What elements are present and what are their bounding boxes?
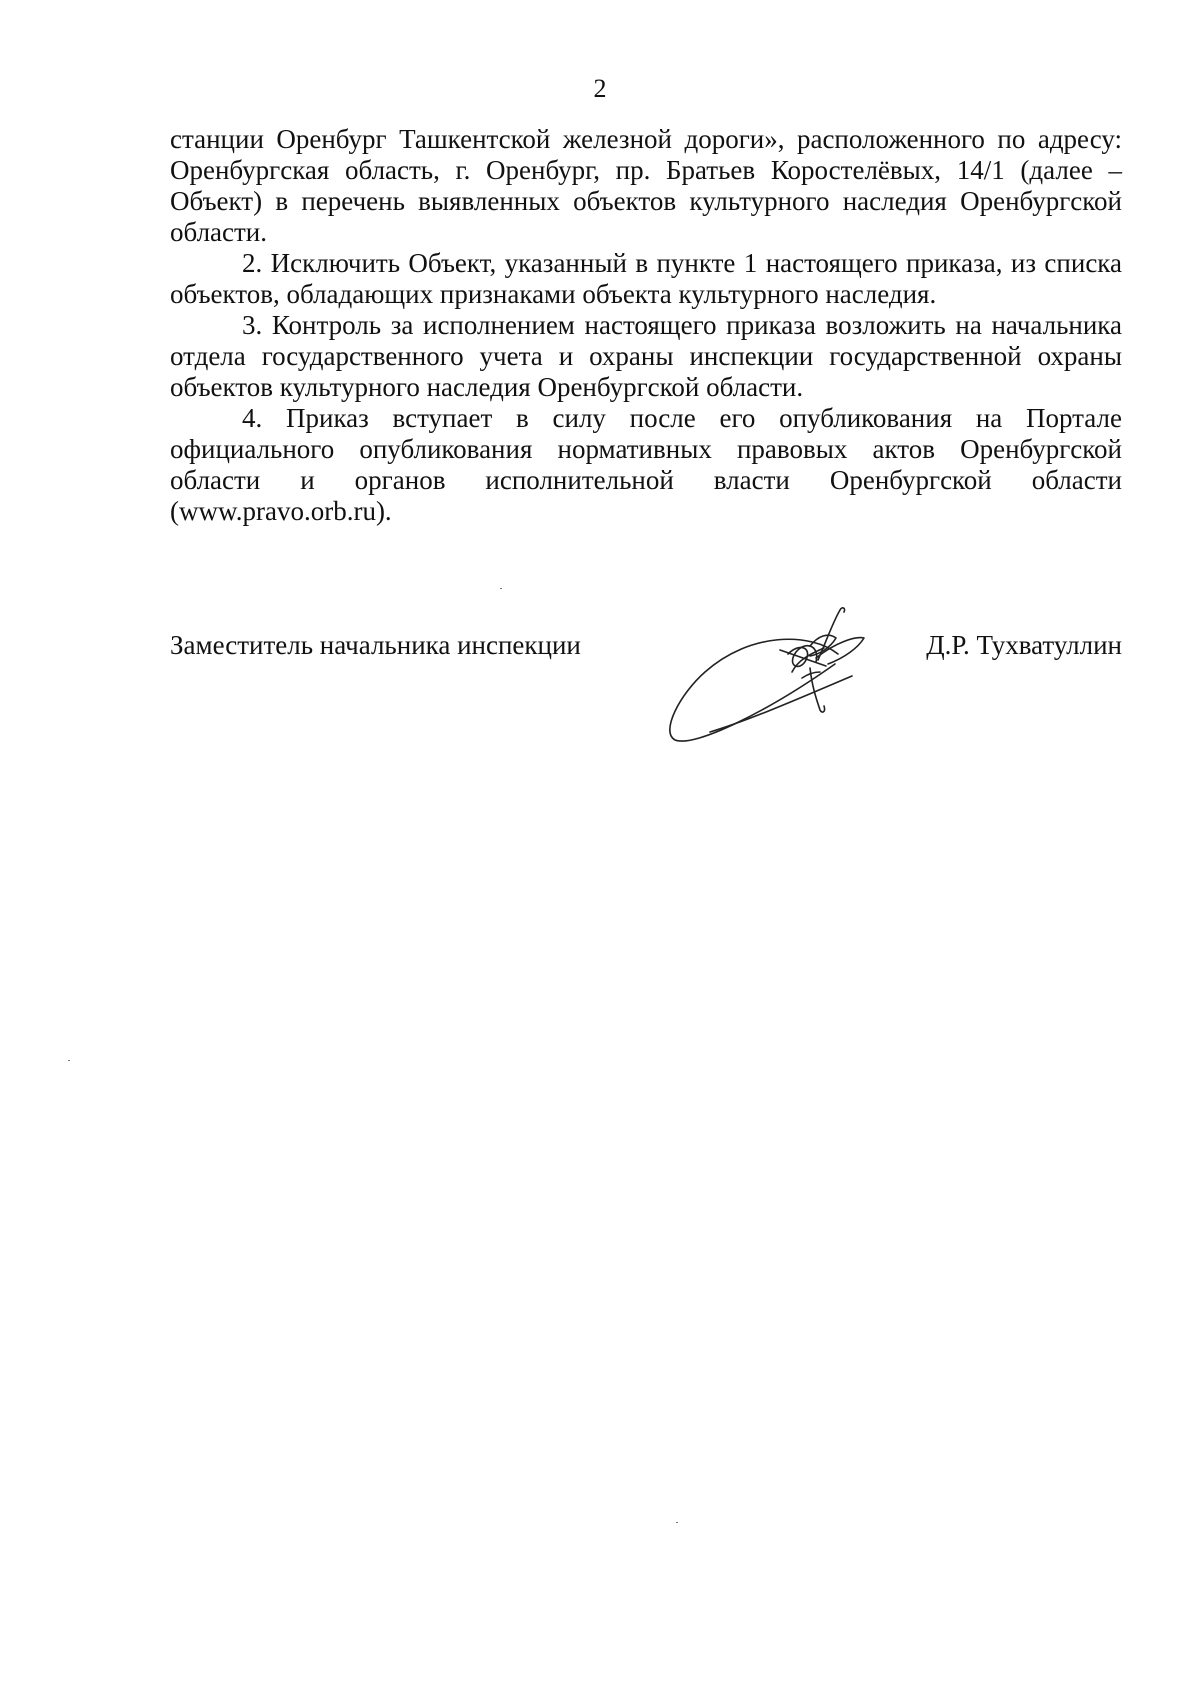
paragraph-1-continuation: станции Оренбург Ташкентской железной дороги», расположенного по адресу: Оренбургская область, г. Оренбург, пр. Братьев Коростелёвых, 14/1 (далее – Объект) в перечень выявленных объектов культурного наследия Оренбургской области. <box>170 124 1122 247</box>
scan-speck <box>68 1060 70 1061</box>
signer-name: Д.Р. Тухватуллин <box>926 630 1122 660</box>
paragraph-4: 4. Приказ вступает в силу после его опубликования на Портале официального опубликования нормативных правовых актов Оренбургской области и органов исполнительной власти Оренбургской области (www.pravo.orb.ru). <box>170 403 1122 526</box>
scan-speck <box>500 588 502 589</box>
document-body <box>170 124 1122 527</box>
signer-position: Заместитель начальника инспекции <box>170 630 581 660</box>
paragraph-2: 2. Исключить Объект, указанный в пункте 1 настоящего приказа, из списка объектов, обладающих признаками объекта культурного наследия. <box>170 248 1122 309</box>
handwritten-signature <box>660 602 900 752</box>
signature-block <box>170 610 1122 760</box>
paragraph-3: 3. Контроль за исполнением настоящего приказа возложить на начальника отдела государственного учета и охраны инспекции государственной охраны объектов культурного наследия Оренбургской области. <box>170 310 1122 402</box>
page-number: 2 <box>593 74 607 103</box>
scan-speck <box>676 1522 678 1523</box>
